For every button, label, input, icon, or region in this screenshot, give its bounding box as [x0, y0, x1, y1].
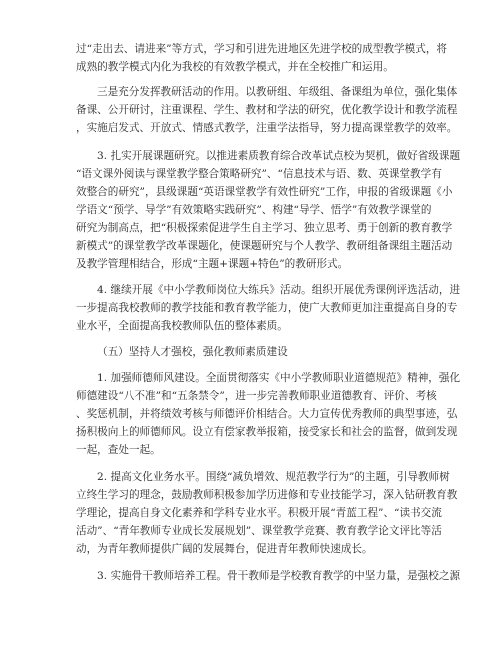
- text-line: 过“走出去、请进来”等方式，学习和引进先进地区先进学校的成型教学模式，将: [76, 43, 448, 55]
- text-line: 扬积极向上的师德师风。设立有偿家教举报箱，接受家长和社会的监督，做到发现: [76, 426, 458, 438]
- text-line: 1. 加强师德师风建设。全面贯彻落实《中小学教师职业道德规范》精神，强化: [97, 372, 461, 384]
- text-line: 三是充分发挥教研活动的作用。以教研组、年级组、备课组为单位，强化集体: [97, 86, 458, 98]
- text-line: 一步提高我校教师的教学技能和教育教学能力，使广大教师更加注重提高自身的专: [76, 302, 458, 314]
- text-line: 4. 继续开展《中小学教师岗位大练兵》活动。组织开展优秀课例评选活动，进: [97, 284, 461, 296]
- text-line: 学理论，提高自身文化素养和学科专业水平。积极开展“青蓝工程”、“读书交流: [76, 507, 442, 519]
- text-line: “语文课外阅读与课堂教学整合策略研究”、“信息技术与语、数、英课堂教学有: [76, 168, 442, 180]
- text-line: 活动”、“青年教师专业成长发展规划”、课堂教学竞赛、教育教学论文评比等活: [76, 525, 442, 537]
- text-line: 师德建设“八不准”和“五条禁令”，进一步完善教师职业道德教育、评价、考核: [76, 390, 437, 402]
- text-line: ，实施启发式、开放式、情感式教学，注重学法指导，努力提高课堂教学的效率。: [76, 122, 458, 134]
- text-line: 新模式”的课堂教学改革课题化，使课题研究与个人教学、教研组备课组主题活动: [76, 240, 453, 252]
- text-line: 动，为青年教师提供广阔的发展舞台，促进青年教师快速成长。: [76, 543, 373, 555]
- text-line: 效整合的研究”，县级课题“英语课堂教学有效性研究”工作，申报的省级课题《小: [76, 186, 453, 198]
- text-line: 备课、公开研讨，注重课程、学生、教材和学法的研究，优化教学设计和教学流程: [76, 104, 458, 116]
- text-line: 成熟的教学模式内化为我校的有效教学模式，并在全校推广和运用。: [76, 61, 394, 73]
- text-line: 、奖惩机制，并将绩效考核与师德评价相结合。大力宣传优秀教师的典型事迹，弘: [76, 408, 458, 420]
- text-line: 一起，查处一起。: [76, 444, 161, 456]
- text-line: 及教学管理相结合，形成“主题+课题+特色”的教研形式。: [76, 258, 349, 270]
- section-heading: （五）坚持人才强校，强化教师素质建设: [97, 346, 288, 358]
- text-line: 3. 扎实开展课题研究。以推进素质教育综合改革试点校为契机，做好省级课题: [97, 150, 461, 162]
- text-line: 业水平，全面提高我校教师队伍的整体素质。: [76, 320, 288, 332]
- text-line: 立终生学习的理念，鼓励教师积极参加学历进修和专业技能学习，深入钻研教育教: [76, 489, 458, 501]
- text-line: 3. 实施骨干教师培养工程。骨干教师是学校教育教学的中坚力量，是强校之源: [97, 570, 461, 582]
- text-line: 学语文“预学、导学”有效策略实践研究”、构建“导学、悟学”有效教学课堂的: [76, 204, 432, 216]
- text-line: 研究为制高点，把“积极探索促进学生自主学习、独立思考、勇于创新的教育教学: [76, 222, 453, 234]
- text-line: 2. 提高文化业务水平。围绕“减负增效、规范教学行为”的主题，引导教师树: [97, 471, 450, 483]
